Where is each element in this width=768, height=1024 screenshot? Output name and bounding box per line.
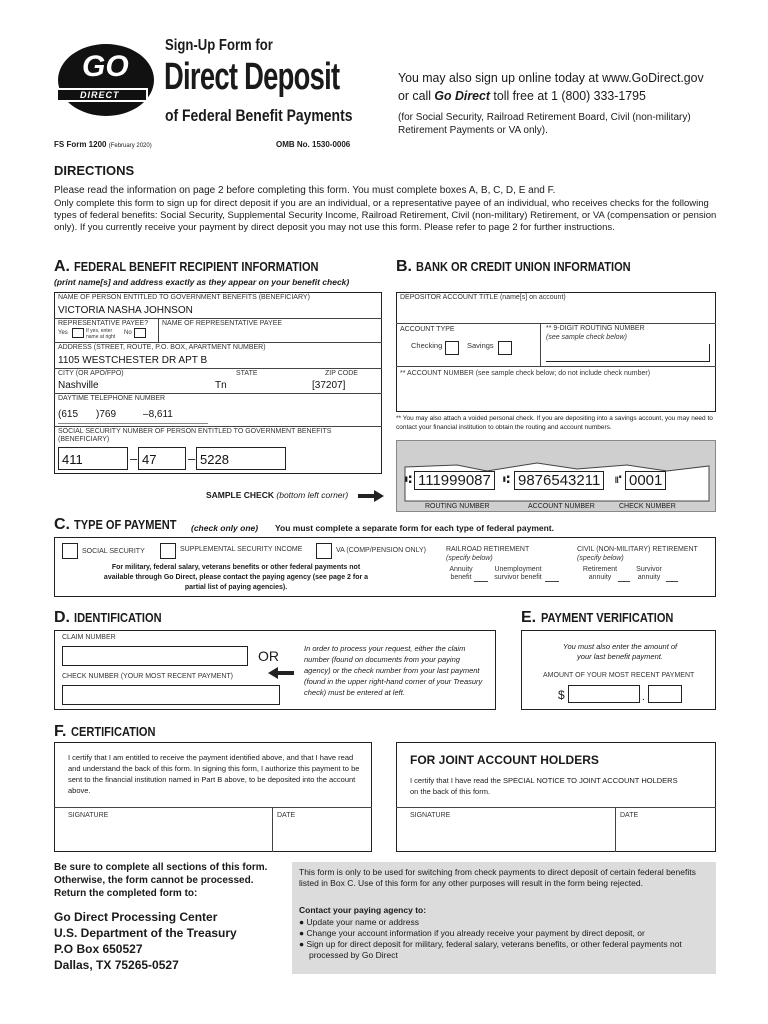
civ-surv-checkbox[interactable] xyxy=(666,581,678,582)
joint-date-label: DATE xyxy=(620,812,639,819)
checking-label: Checking xyxy=(411,341,443,350)
f-signature-label: SIGNATURE xyxy=(68,812,109,819)
directions-p1: Please read the information on page 2 before completing this form. You must complete boxes A, B, C, D, E and F. xyxy=(54,185,556,196)
title-line1: Sign-Up Form for xyxy=(165,37,273,54)
return-address: Go Direct Processing Center U.S. Department of the Treasury P.O Box 650527 Dallas, TX 75265-0527 xyxy=(54,910,237,972)
rr-label: RAILROAD RETIREMENT xyxy=(446,546,530,553)
rep-note: If yes, enter name at right xyxy=(86,328,116,340)
va-label: VA (COMP/PENSION ONLY) xyxy=(336,547,426,554)
rr-annuity-label: Annuity benefit xyxy=(449,566,473,581)
sample-account-box: 9876543211 xyxy=(514,471,604,490)
address-label: ADDRESS (STREET, ROUTE, P.O. BOX, APARTMENT NUMBER) xyxy=(58,344,266,351)
identification-instructions: In order to process your request, either the claim number (found on documents from your paying agency) or the check number from your last payment (found in the upper right-hand corner of your Treasury check) must be entered at left. xyxy=(304,644,483,697)
f-signature-field[interactable] xyxy=(56,822,270,850)
section-e-heading: E. PAYMENT VERIFICATION xyxy=(521,609,673,626)
city-label: CITY (OR APO/FPO) xyxy=(58,370,124,377)
rep-yes-checkbox[interactable] xyxy=(72,328,84,338)
account-number-label: ** ACCOUNT NUMBER (see sample check below; do not include check number) xyxy=(400,370,651,377)
online-line1: You may also sign up online today at www.GoDirect.gov xyxy=(398,70,704,85)
logo-go-text: GO xyxy=(82,50,129,83)
rr-sub: (specify below) xyxy=(446,555,493,562)
section-a-heading: A. FEDERAL BENEFIT RECIPIENT INFORMATION xyxy=(54,258,320,275)
list-item: ● Sign up for direct deposit for military, federal salary, veterans benefits, or other federal payments not processed by Go Direct xyxy=(299,939,682,960)
arrow-right-icon xyxy=(358,489,384,507)
rep-no-checkbox[interactable] xyxy=(134,328,146,338)
joint-title: FOR JOINT ACCOUNT HOLDERS xyxy=(410,753,599,767)
claim-number-field[interactable] xyxy=(62,646,248,666)
rep-payee-name-label: NAME OF REPRESENTATIVE PAYEE xyxy=(162,320,283,327)
ssi-label: SUPPLEMENTAL SECURITY INCOME xyxy=(180,546,303,553)
payment-verification-instr: You must also enter the amount of your last benefit payment. xyxy=(562,642,678,661)
rep-no-label: No xyxy=(124,330,132,336)
civ-surv-label: Survivor annuity xyxy=(636,566,662,581)
phone-label: DAYTIME TELEPHONE NUMBER xyxy=(58,395,166,402)
certification-text: I certify that I am entitled to receive the payment identified above, and that I have read and understand the back of this form. In signing this form, I authorize this payment to be sent to the financial institution named in Part B above, to be deposited into the account above. xyxy=(68,753,360,795)
f-date-label: DATE xyxy=(277,812,296,819)
state-field[interactable]: Tn xyxy=(215,380,227,391)
section-c-sub: (check only one) xyxy=(191,523,259,533)
contact-list xyxy=(299,917,711,961)
or-label: OR xyxy=(258,648,279,664)
omb-number: OMB No. 1530-0006 xyxy=(276,140,351,149)
phone-mid-field[interactable]: )769 xyxy=(96,409,117,420)
rr-annuity-checkbox[interactable] xyxy=(474,581,488,582)
dollar-sign: $ xyxy=(558,688,565,702)
caption-account: ACCOUNT NUMBER xyxy=(528,503,595,510)
sample-checknum-box: 0001 xyxy=(625,471,666,490)
f-date-field[interactable] xyxy=(274,822,370,850)
savings-checkbox[interactable] xyxy=(498,341,512,355)
zip-label: ZIP CODE xyxy=(325,370,358,377)
rr-unemp-checkbox[interactable] xyxy=(545,581,559,582)
phone-area-field[interactable]: (615 xyxy=(58,409,79,420)
footer-warning: Be sure to complete all sections of this form. Otherwise, the form cannot be processed. Return the completed form to: xyxy=(54,862,268,899)
amount-cents-field[interactable] xyxy=(648,685,682,703)
logo-direct-text: DIRECT xyxy=(80,90,120,100)
micr-transit-icon-2: ⑆ xyxy=(503,474,510,486)
online-line2: or call Go Direct toll free at 1 (800) 333-1795 xyxy=(398,88,646,103)
social-security-label: SOCIAL SECURITY xyxy=(82,548,145,555)
rr-unemp-label: Unemployment survivor benefit xyxy=(494,566,542,581)
sample-check-label: SAMPLE CHECK (bottom left corner) xyxy=(206,490,349,500)
voided-check-note: ** You may also attach a voided personal check. If you are depositing into a savings account, you may need to contact your financial institution to obtain the routing and account numbers. xyxy=(396,415,713,431)
footer-notice: This form is only to be used for switching from check payments to direct deposit of certain federal benefits listed in Box C. Use of this form for any other purposes will result in the form being rejected. xyxy=(299,867,696,888)
account-type-label: ACCOUNT TYPE xyxy=(400,326,455,333)
section-c-heading: C. TYPE OF PAYMENT xyxy=(54,516,177,533)
claim-number-label: CLAIM NUMBER xyxy=(62,634,116,641)
sample-routing-box: 111999087 xyxy=(414,471,495,490)
va-checkbox[interactable] xyxy=(316,543,332,559)
routing-number-field[interactable] xyxy=(546,344,710,362)
phone-last-field[interactable]: –8,611 xyxy=(143,409,173,420)
ssn-label: SOCIAL SECURITY NUMBER OF PERSON ENTITLED TO GOVERNMENT BENEFITS (BENEFICIARY) xyxy=(58,428,332,443)
section-b-heading: B. BANK OR CREDIT UNION INFORMATION xyxy=(396,258,632,275)
civ-sub: (specify below) xyxy=(577,555,624,562)
section-f-heading: F. CERTIFICATION xyxy=(54,723,156,740)
check-number-label: CHECK NUMBER (YOUR MOST RECENT PAYMENT) xyxy=(62,673,233,680)
title-line2: Direct Deposit xyxy=(164,56,340,98)
military-note: For military, federal salary, veterans benefits or other federal payments not available through Go Direct, please contact the paying agency (see page 2 for a partial list of paying agencies). xyxy=(103,564,369,591)
amount-dollars-field[interactable] xyxy=(568,685,640,703)
section-c-note: You must complete a separate form for each type of federal payment. xyxy=(275,523,555,533)
section-a-subtitle: (print name[s] and address exactly as they appear on your benefit check) xyxy=(54,277,350,287)
rep-yes-label: Yes xyxy=(58,330,68,336)
city-field[interactable]: Nashville xyxy=(58,380,99,391)
check-number-field[interactable] xyxy=(62,685,280,705)
sample-check-image xyxy=(396,440,716,512)
address-field[interactable]: 1105 WESTCHESTER DR APT B xyxy=(58,355,208,366)
civ-ret-checkbox[interactable] xyxy=(618,581,630,582)
beneficiary-name-field[interactable]: VICTORIA NASHA JOHNSON xyxy=(58,305,193,316)
section-d-heading: D. IDENTIFICATION xyxy=(54,609,163,626)
contact-heading: Contact your paying agency to: xyxy=(299,905,427,915)
routing-label: ** 9-DIGIT ROUTING NUMBER xyxy=(546,325,645,332)
civ-ret-label: Retirement annuity xyxy=(582,566,618,581)
rep-payee-label: REPRESENTATIVE PAYEE? xyxy=(58,320,149,327)
joint-text: I certify that I have read the SPECIAL NOTICE TO JOINT ACCOUNT HOLDERS on the back of this form. xyxy=(410,776,678,796)
joint-signature-label: SIGNATURE xyxy=(410,812,451,819)
checking-checkbox[interactable] xyxy=(445,341,459,355)
title-line3: of Federal Benefit Payments xyxy=(165,106,353,125)
arrow-left-icon xyxy=(268,666,294,684)
go-direct-logo xyxy=(52,40,156,118)
directions-heading: DIRECTIONS xyxy=(54,163,135,178)
zip-field[interactable]: [37207] xyxy=(312,380,346,391)
form-number: FS Form 1200 (February 2020) xyxy=(54,140,152,149)
civ-label: CIVIL (NON-MILITARY) RETIREMENT xyxy=(577,546,698,553)
account-number-field[interactable] xyxy=(400,380,710,408)
micr-onus-icon: ⑈ xyxy=(615,474,622,486)
directions-p2: Only complete this form to sign up for direct deposit if you are an individual, or a representative payee of an individual, who receives checks for the following types of federal benefits: Social Security, Supplemental Security Income, Railroad Retirement, Civil (non-military) Retirement, or VA (compensation or pension only). If you currently receive your payment by direct deposit you may not use this form. Please refer to page 2 for further instructions. xyxy=(54,198,717,233)
amount-label: AMOUNT OF YOUR MOST RECENT PAYMENT xyxy=(543,672,695,679)
ssi-checkbox[interactable] xyxy=(160,543,176,559)
list-item: ● Change your account information if you already receive your payment by direct deposit, or xyxy=(299,928,645,938)
caption-check: CHECK NUMBER xyxy=(619,503,676,510)
joint-date-field[interactable] xyxy=(617,822,713,850)
state-label: STATE xyxy=(236,370,258,377)
joint-signature-field[interactable] xyxy=(398,822,612,850)
caption-routing: ROUTING NUMBER xyxy=(425,503,490,510)
micr-transit-icon: ⑆ xyxy=(405,474,412,486)
routing-sub: (see sample check below) xyxy=(546,334,627,341)
beneficiary-name-label: NAME OF PERSON ENTITLED TO GOVERNMENT BENEFITS (BENEFICIARY) xyxy=(58,294,310,301)
online-note: (for Social Security, Railroad Retirement Board, Civil (non-military) Retirement Payments or VA only). xyxy=(398,112,691,136)
savings-label: Savings xyxy=(467,341,494,350)
depositor-title-label: DEPOSITOR ACCOUNT TITLE (name[s] on account) xyxy=(400,294,566,301)
list-item: ● Update your name or address xyxy=(299,917,419,927)
social-security-checkbox[interactable] xyxy=(62,543,78,559)
